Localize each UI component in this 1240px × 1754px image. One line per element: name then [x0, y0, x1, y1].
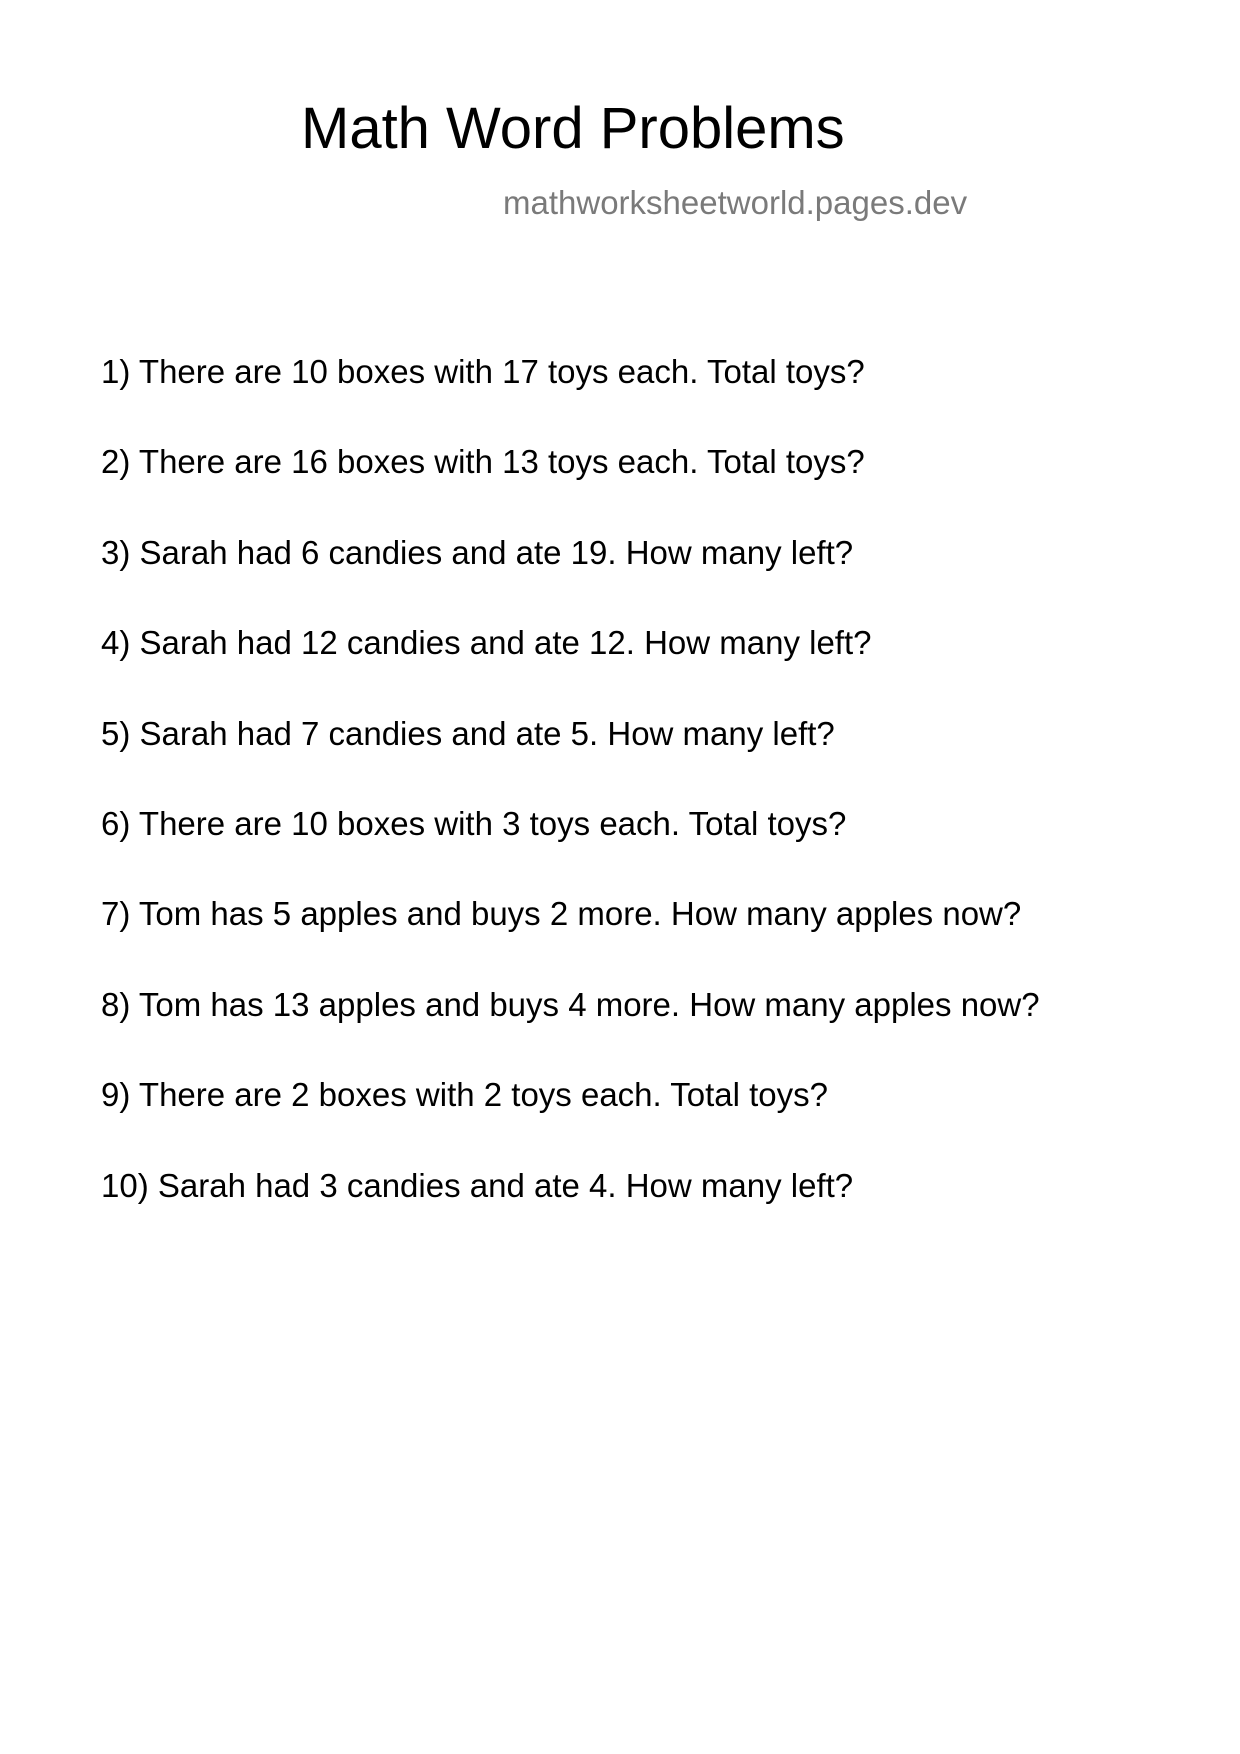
problem-list	[101, 354, 1040, 1258]
page-title: Math Word Problems	[301, 96, 845, 161]
problem-item-3: 3) Sarah had 6 candies and ate 19. How many left?	[101, 533, 854, 571]
problem-item-5: 5) Sarah had 7 candies and ate 5. How many left?	[101, 714, 835, 752]
problem-item-2: 2) There are 16 boxes with 13 toys each. Total toys?	[101, 443, 865, 481]
problem-item-9: 9) There are 2 boxes with 2 toys each. Total toys?	[101, 1076, 829, 1114]
problem-item-1: 1) There are 10 boxes with 17 toys each. Total toys?	[101, 353, 865, 390]
problem-item-10: 10) Sarah had 3 candies and ate 4. How many left?	[101, 1166, 854, 1204]
problem-item-8: 8) Tom has 13 apples and buys 4 more. How many apples now?	[101, 985, 1040, 1023]
source-url: mathworksheetworld.pages.dev	[503, 184, 968, 221]
problem-item-4: 4) Sarah had 12 candies and ate 12. How many left?	[101, 624, 872, 662]
problem-item-7: 7) Tom has 5 apples and buys 2 more. How many apples now?	[101, 895, 1022, 933]
problem-item-6: 6) There are 10 boxes with 3 toys each. Total toys?	[101, 804, 847, 842]
